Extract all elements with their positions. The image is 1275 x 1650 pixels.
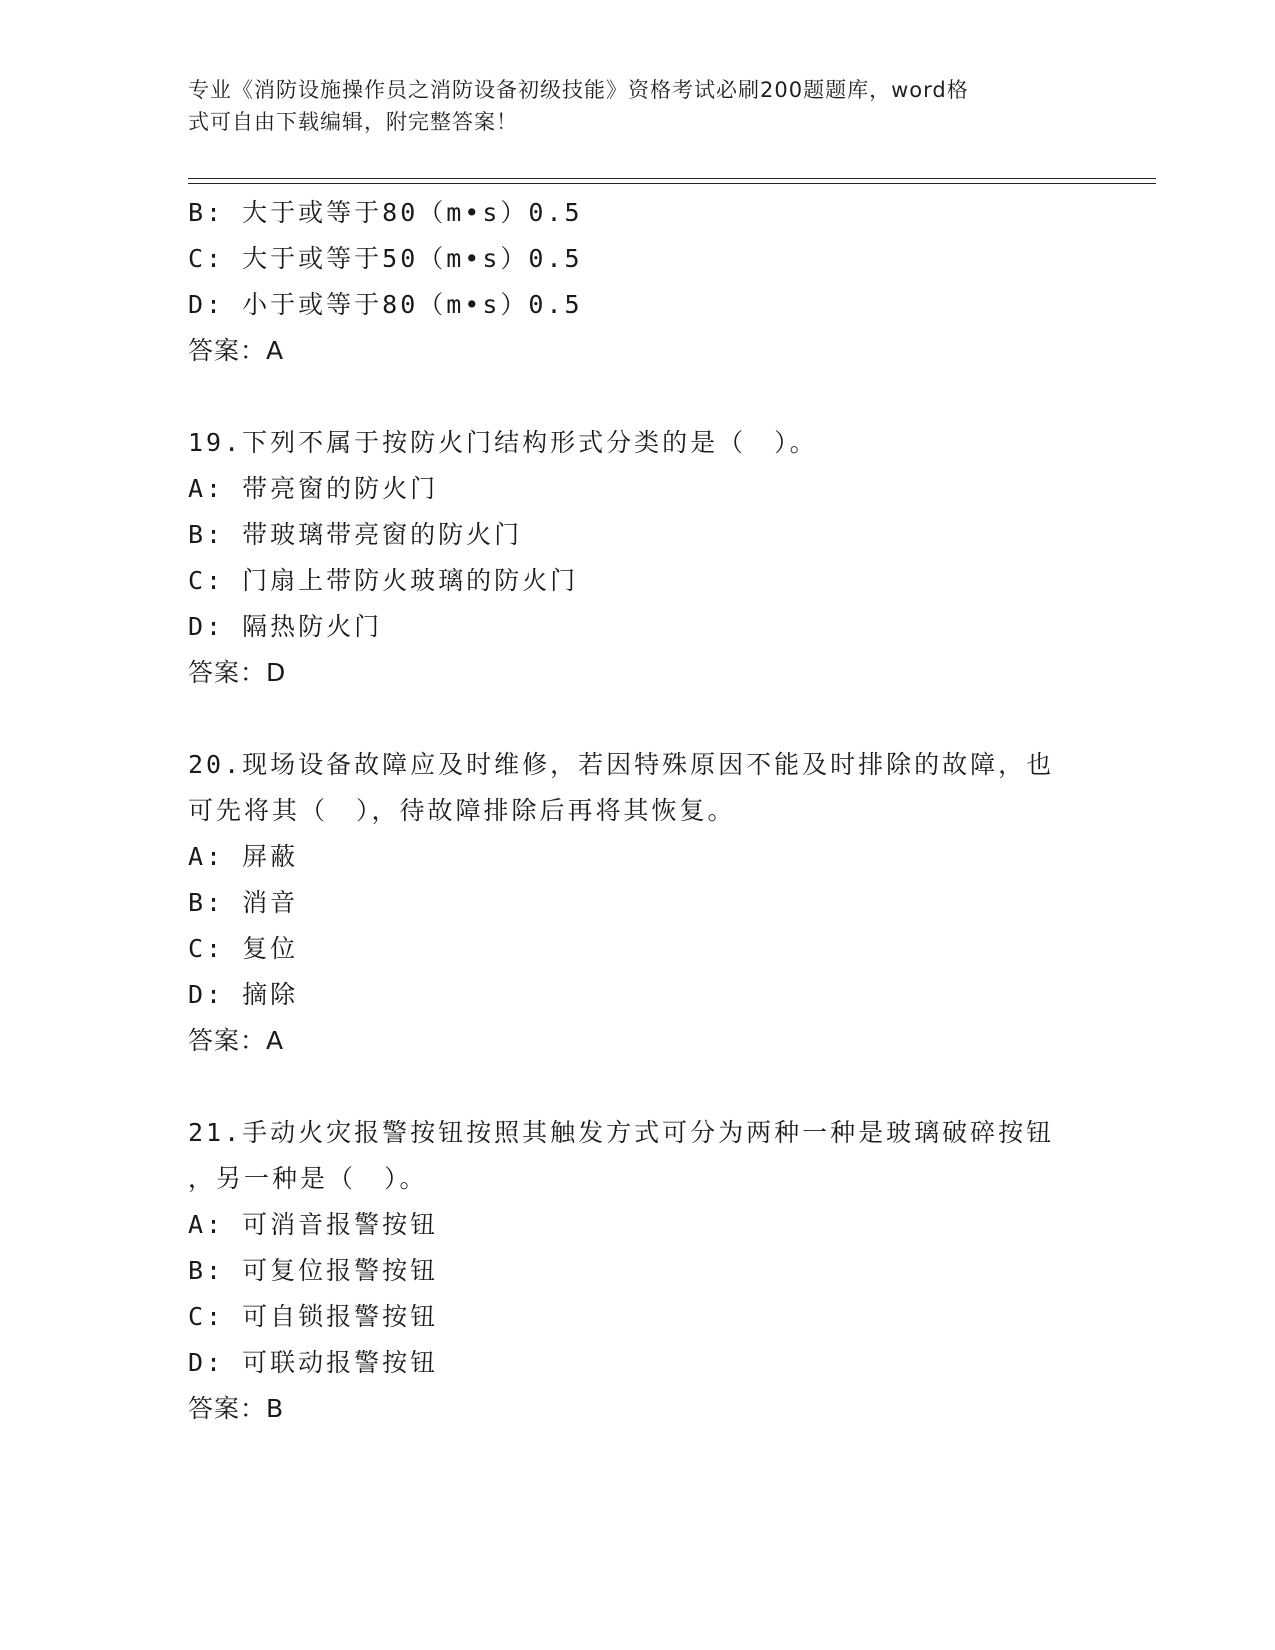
question-21-option-c: C: 可自锁报警按钮	[188, 1302, 439, 1331]
question-20-block	[188, 742, 1088, 1064]
question-21-option-b: B: 可复位报警按钮	[188, 1256, 439, 1285]
header-title-line-2: 式可自由下载编辑，附完整答案！	[188, 110, 518, 134]
question-18-option-c: C: 大于或等于50（m•s）0.5	[188, 244, 583, 273]
question-20-option-d: D: 摘除	[188, 980, 299, 1009]
question-21-block	[188, 1110, 1088, 1432]
question-18-answer: 答案：A	[188, 336, 285, 365]
question-21-text-line-2: ，另一种是（ ）。	[188, 1164, 428, 1193]
question-20-option-a: A: 屏蔽	[188, 842, 299, 871]
question-20-option-b: B: 消音	[188, 888, 299, 917]
question-21-text-line-1: 21.手动火灾报警按钮按照其触发方式可分为两种一种是玻璃破碎按钮	[188, 1118, 1055, 1147]
question-18-option-d: D: 小于或等于80（m•s）0.5	[188, 290, 583, 319]
question-19-block	[188, 420, 1088, 696]
question-21-option-a: A: 可消音报警按钮	[188, 1210, 439, 1239]
spacer	[188, 696, 1088, 742]
spacer	[188, 1064, 1088, 1110]
question-19-answer: 答案：D	[188, 658, 287, 687]
header-title-line-1: 专业《消防设施操作员之消防设备初级技能》资格考试必刷200题题库，word格	[188, 78, 969, 102]
question-19-option-b: B: 带玻璃带亮窗的防火门	[188, 520, 523, 549]
question-list	[188, 190, 1088, 1432]
question-20-answer: 答案：A	[188, 1026, 285, 1055]
question-18-option-b: B: 大于或等于80（m•s）0.5	[188, 198, 583, 227]
question-21-option-d: D: 可联动报警按钮	[188, 1348, 439, 1377]
question-19-option-d: D: 隔热防火门	[188, 612, 383, 641]
header-divider-top	[188, 178, 1156, 179]
question-20-text-line-2: 可先将其（ ），待故障排除后再将其恢复。	[188, 796, 736, 825]
question-19-option-a: A: 带亮窗的防火门	[188, 474, 439, 503]
header-divider-bottom	[188, 183, 1156, 184]
question-21-answer: 答案：B	[188, 1394, 285, 1423]
question-20-text-line-1: 20.现场设备故障应及时维修，若因特殊原因不能及时排除的故障，也	[188, 750, 1055, 779]
question-19-option-c: C: 门扇上带防火玻璃的防火门	[188, 566, 579, 595]
spacer	[188, 374, 1088, 420]
page-header	[188, 74, 1078, 138]
question-19-text: 19.下列不属于按防火门结构形式分类的是（ ）。	[188, 428, 818, 457]
question-18-block	[188, 190, 1088, 374]
question-20-option-c: C: 复位	[188, 934, 299, 963]
